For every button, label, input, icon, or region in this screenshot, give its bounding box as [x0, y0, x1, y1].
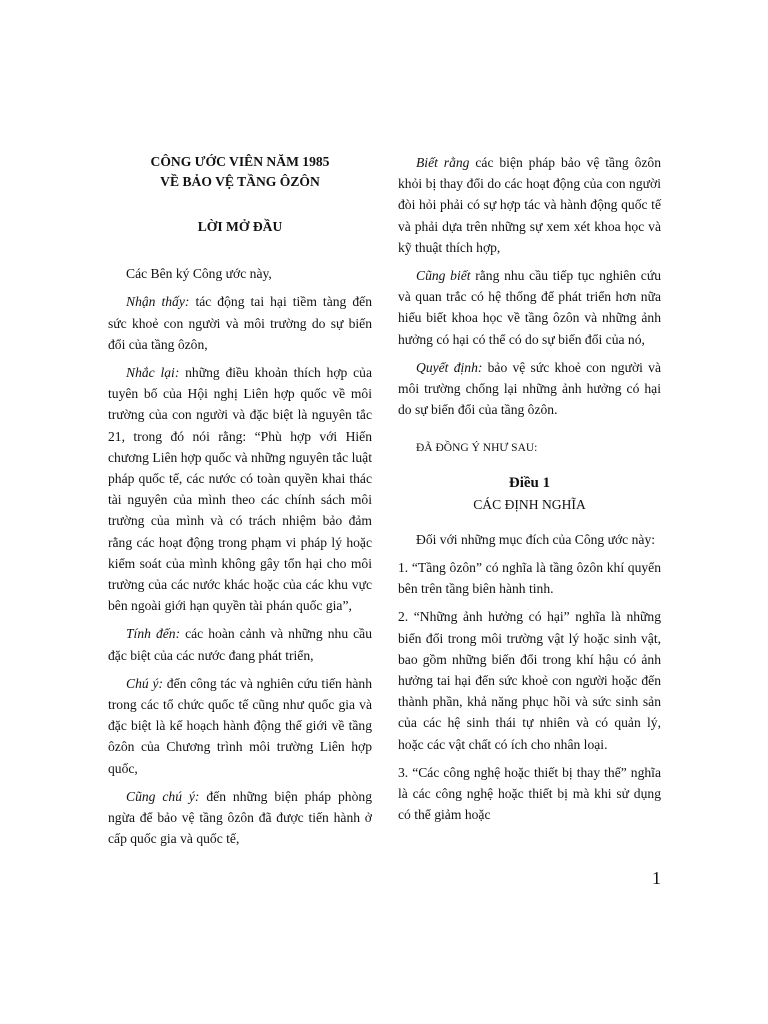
paragraph-text: rằng nhu cầu tiếp tục nghiên cứu và quan trắc có hệ thống để phát triển hơn nữa hiểu biết khoa học về tầng ôzôn và những ảnh hưởng có hại có thể có do sự biến đổi của nó,	[398, 268, 661, 347]
paragraph-recalling	[108, 362, 372, 616]
document-title-line2: VỀ BẢO VỆ TẦNG ÔZÔN	[160, 174, 320, 189]
document-title-line1: CÔNG ƯỚC VIÊN NĂM 1985	[150, 154, 330, 169]
paragraph-taking-into-account	[108, 623, 372, 665]
paragraph-lead: Quyết định:	[416, 359, 483, 375]
right-column	[398, 152, 661, 832]
paragraph-lead: Tính đến:	[126, 626, 181, 642]
paragraph-text: những điều khoản thích hợp của tuyên bố của Hội nghị Liên hợp quốc về môi trường của con người và đặc biệt là nguyên tắc 21, trong đó nói rằng: “Phù hợp với Hiến chương Liên hợp quốc và những nguyên tắc luật pháp quốc tế, các nước có toàn quyền khai thác tài nguyên của mình theo các chính sách môi trường của mình và có trách nhiệm bảo đảm rằng các hoạt động trong phạm vi pháp lý hoặc kiểm soát của mình không gây tổn hại cho môi trường của các nước khác hoặc của các khu vực bên ngoài giới hạn quyền tài phán quốc gia”,	[108, 365, 372, 614]
preamble-heading: LỜI MỞ ĐẦU	[197, 219, 283, 234]
paragraph-determined	[398, 357, 661, 421]
paragraph-lead: Cũng chú ý:	[126, 788, 200, 804]
paragraph-lead: Chú ý:	[126, 675, 164, 691]
paragraph-lead: Biết rằng	[416, 155, 470, 170]
paragraph-mindful	[108, 673, 372, 779]
paragraph-lead: Nhận thấy:	[126, 294, 190, 310]
paragraph-text: các hoàn cảnh và những nhu cầu đặc biệt của các nước đang phát triển,	[108, 626, 373, 663]
paragraph-recognizing	[108, 291, 372, 355]
paragraph-also-mindful	[108, 786, 372, 850]
paragraph-lead: Cũng biết	[416, 268, 471, 284]
agreed-heading: ĐÃ ĐỒNG Ý NHƯ SAU:	[416, 442, 538, 455]
paragraph-lead: Nhắc lại:	[126, 365, 180, 381]
paragraph-text: các biện pháp bảo vệ tầng ôzôn khỏi bị thay đổi do các hoạt động của con người đòi hỏi phải có sự hợp tác và hành động quốc tế và phải dựa trên những sự xem xét khoa học và kỹ thuật thích hợp,	[398, 155, 661, 255]
article-intro: Đối với những mục đích của Công ước này:	[416, 531, 656, 547]
paragraph-parties: Các Bên ký Công ước này,	[126, 266, 272, 282]
left-column	[108, 152, 372, 856]
paragraph-text: đến công tác và nghiên cứu tiến hành trong các tổ chức quốc tế cũng như quốc gia và đặc biệt là kế hoạch hành động thế giới về tầng ôzôn của Chương trình môi trường Liên hợp quốc,	[108, 675, 373, 776]
paragraph-also-aware	[398, 265, 661, 350]
page-number: 1	[652, 868, 661, 888]
article-number: Điều 1	[508, 474, 551, 491]
definition-item: 1. “Tầng ôzôn” có nghĩa là tầng ôzôn khí quyển bên trên tầng biên hành tinh.	[398, 560, 661, 597]
paragraph-text: đến những biện pháp phòng ngừa để bảo vệ tầng ôzôn đã được tiến hành ở cấp quốc gia và quốc tế,	[108, 788, 372, 847]
definition-item: 2. “Những ảnh hưởng có hại” nghĩa là những biến đổi trong môi trường vật lý hoặc sinh vật, bao gồm những biến đổi trong khí hậu có ảnh hưởng tai hại đến sức khoẻ con người hoặc đến thành phần, khả năng phục hồi và sức sinh sản của các hệ sinh thái tự nhiên và có quản lý, hoặc các vật chất có ích cho nhân loại.	[398, 609, 661, 752]
definition-item: 3. “Các công nghệ hoặc thiết bị thay thế” nghĩa là các công nghệ hoặc thiết bị mà khi sử dụng có thể giảm hoặc	[398, 764, 661, 823]
paragraph-text: bảo vệ sức khoẻ con người và môi trường chống lại những ảnh hưởng có hại do sự biến đổi của tầng ôzôn.	[398, 359, 661, 418]
paragraph-aware	[398, 152, 661, 258]
article-title: CÁC ĐỊNH NGHĨA	[473, 496, 586, 512]
paragraph-text: tác động tai hại tiềm tàng đến sức khoẻ con người và môi trường do sự biến đổi của tầng ôzôn,	[108, 294, 372, 352]
